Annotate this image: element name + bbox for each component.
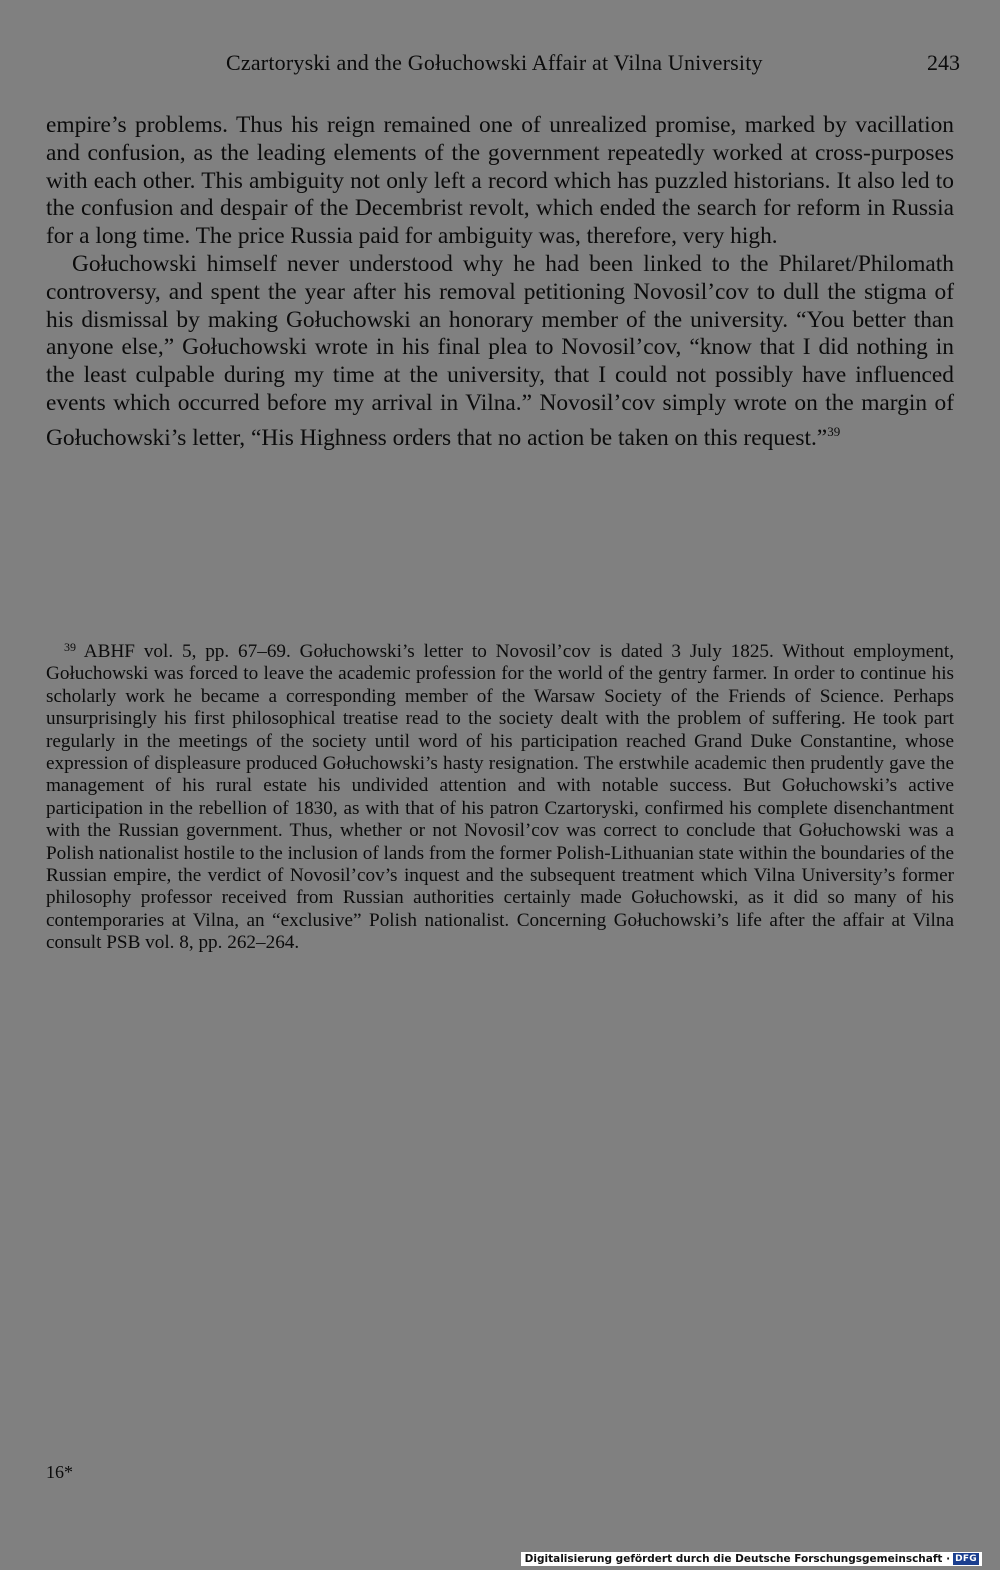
footnote-paragraph (46, 636, 954, 955)
dfg-logo-icon: DFG (955, 1554, 977, 1564)
footnote (46, 636, 954, 955)
footnote-text: ABHF vol. 5, pp. 67–69. Gołuchowski’s letter to Novosil’cov is dated 3 July 1825. Without employment, Gołuchowski was forced to leave the academic profession for the world of the gentry farmer. In order to continue his scholarly work he became a corresponding member of the Warsaw Society of the Friends of Science. Perhaps unsurprisingly his first philosophical treatise read to the society dealt with the problem of suffering. He took part regularly in the meetings of the society until word of his participation reached Grand Duke Constantine, whose expression of displeasure produced Gołuchowski’s hasty resignation. The erstwhile academic then prudently gave the management of his rural estate his undivided attention and with notable success. But Gołuchowski’s active participation in the rebellion of 1830, as with that of his patron Czartoryski, confirmed his complete disenchantment with the Russian government. Thus, whether or not Novosil’cov was correct to conclude that Gołuchowski was a Polish nationalist hostile to the inclusion of lands from the former Polish-Lithuanian state within the boundaries of the Russian empire, the verdict of Novosil’cov’s inquest and the subsequent treatment which Vilna University’s former philosophy professor received from Russian authorities certainly made Gołuchowski, as it did so many of his contemporaries at Vilna, an “exclusive” Polish nationalist. Concerning Gołuchowski’s life after the affair at Vilna consult PSB vol. 8, pp. 262–264. (46, 641, 954, 954)
page-header (46, 50, 962, 84)
signature-mark: 16* (46, 1462, 73, 1482)
digitization-credit (521, 1552, 982, 1566)
main-text (46, 112, 954, 453)
footnote-reference[interactable]: 39 (827, 423, 841, 439)
footnote-number: 39 (64, 640, 76, 654)
running-title: Czartoryski and the Gołuchowski Affair at Vilna University (226, 50, 763, 75)
paragraph-2-text: Gołuchowski himself never understood why he had been linked to the Philaret/Philomath controversy, and spent the year after his removal petitioning Novosil’cov to dull the stigma of his dismissal by making Gołuchowski an honorary member of the university. “You better than anyone else,” Gołuchowski wrote in his final plea to Novosil’cov, “know that I did nothing in the least culpable during my time at the university, that I could not possibly have influenced events which occurred before my arrival in Vilna.” Novosil’cov simply wrote on the margin of Gołuchowski’s letter, “His Highness orders that no action be taken on this request.” (46, 250, 954, 451)
paragraph-1: empire’s problems. Thus his reign remained one of unrealized promise, marked by vacillation and confusion, as the leading elements of the government repeatedly worked at cross-purposes with each other. This ambiguity not only left a record which has puzzled historians. It also led to the confusion and despair of the Decembrist revolt, which ended the search for reform in Russia for a long time. The price Russia paid for ambiguity was, therefore, very high. (46, 112, 954, 250)
paragraph-2 (46, 251, 954, 453)
page-number: 243 (927, 50, 960, 75)
digitization-credit-text: Digitalisierung gefördert durch die Deutsche Forschungsgemeinschaft · (524, 1553, 951, 1565)
